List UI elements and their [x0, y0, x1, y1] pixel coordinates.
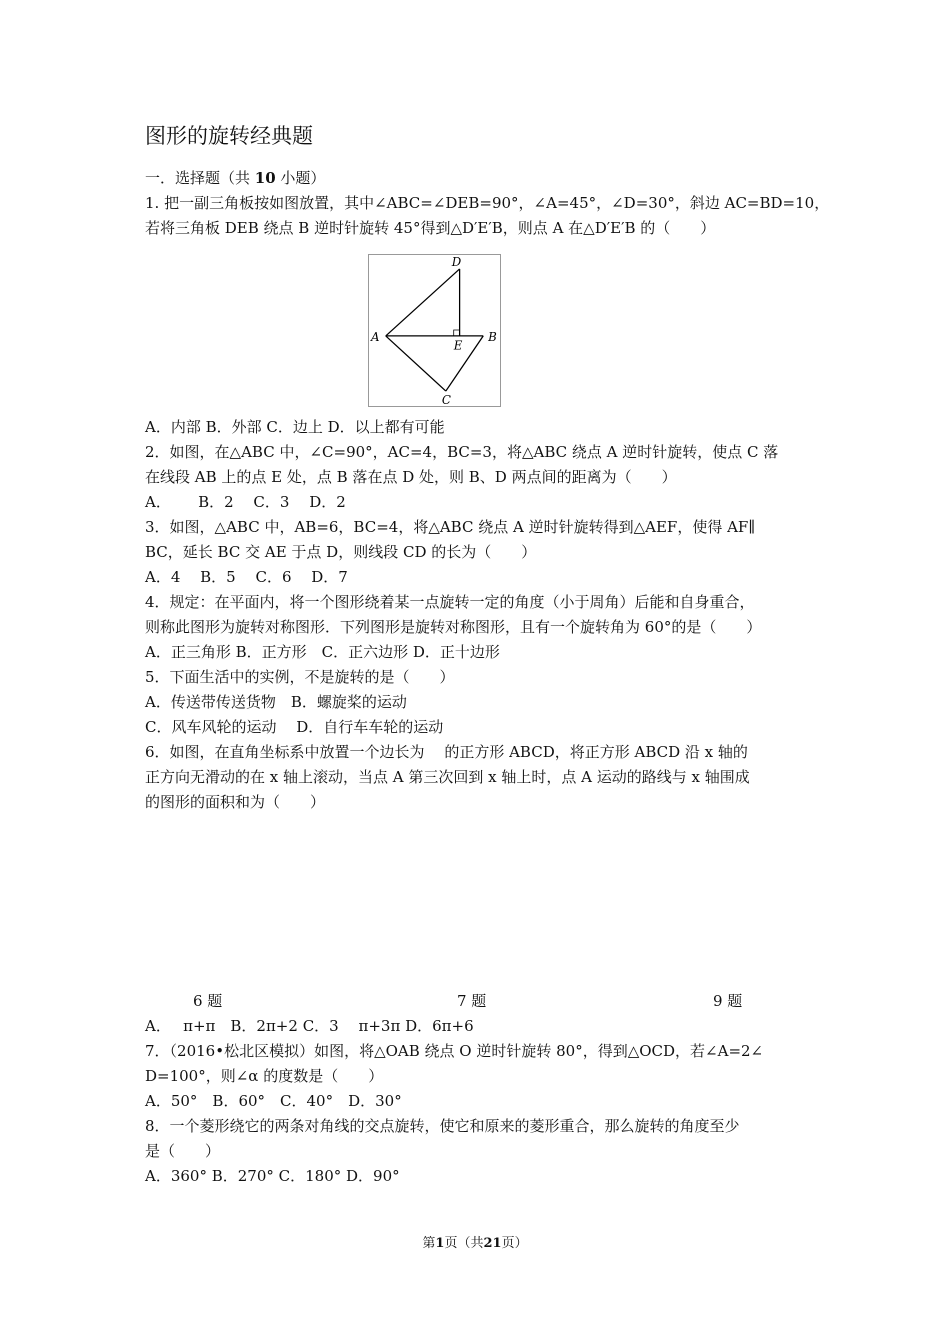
q1-triangle-diagram [369, 255, 500, 406]
q3-text-line2: BC，延长 BC 交 AE 于点 D，则线段 CD 的长为（ ） [145, 543, 537, 561]
q1-options: A．内部 B．外部 C．边上 D．以上都有可能 [145, 418, 445, 436]
q8-text-line1: 8．一个菱形绕它的两条对角线的交点旋转，使它和原来的菱形重合，那么旋转的角度至少 [145, 1117, 740, 1135]
q2-text-line1: 2．如图，在△ABC 中，∠C=90°，AC=4，BC=3，将△ABC 绕点 A 逆时针旋转，使点 C 落 [145, 443, 779, 461]
page-title: 图形的旋转经典题 [145, 124, 313, 148]
caption-q6: 6 题 [193, 992, 223, 1010]
q8-text-line2: 是（ ） [145, 1142, 221, 1160]
label-c: C [441, 392, 451, 406]
q7-text-line1: 7．（2016•松北区模拟）如图，将△OAB 绕点 O 逆时针旋转 80°，得到△OCD，若∠A=2∠ [145, 1042, 764, 1060]
caption-q9: 9 题 [713, 992, 743, 1010]
section-heading: 一．选择题（共 10 小题） [145, 169, 326, 187]
page-footer: 第1页（共21页） [422, 1236, 528, 1251]
q5-options-1: A．传送带传送货物 B．螺旋桨的运动 [145, 693, 407, 711]
q7-text-line2: D=100°，则∠α 的度数是（ ） [145, 1067, 384, 1085]
q4-text-line2: 则称此图形为旋转对称图形．下列图形是旋转对称图形，且有一个旋转角为 60°的是（ ） [145, 618, 762, 636]
q1-text-line2: 若将三角板 DEB 绕点 B 逆时针旋转 45°得到△D′E′B，则点 A 在△D′E′B 的（ ） [145, 219, 716, 237]
q2-options: A． B．2 C．3 D．2 [145, 493, 346, 511]
q8-options: A．360° B．270° C．180° D．90° [145, 1167, 400, 1185]
q2-text-line2: 在线段 AB 上的点 E 处，点 B 落在点 D 处，则 B、D 两点间的距离为（ ） [145, 468, 677, 486]
q6-text-line2: 正方向无滑动的在 x 轴上滚动，当点 A 第三次回到 x 轴上时，点 A 运动的路线与 x 轴围成 [145, 768, 750, 786]
q1-figure [368, 254, 501, 407]
q6-options: A． π+π B．2π+2 C．3 π+3π D．6π+6 [145, 1017, 474, 1035]
label-a: A [370, 329, 380, 344]
q5-options-2: C．风车风轮的运动 D．自行车车轮的运动 [145, 718, 444, 736]
label-b: B [488, 329, 497, 344]
q4-text-line1: 4．规定：在平面内，将一个图形绕着某一点旋转一定的角度（小于周角）后能和自身重合， [145, 593, 755, 611]
q1-text-line1: 1. 把一副三角板按如图放置，其中∠ABC=∠DEB=90°，∠A=45°，∠D=30°，斜边 AC=BD=10， [145, 194, 830, 212]
label-d: D [451, 255, 462, 269]
q4-options: A．正三角形 B．正方形 C．正六边形 D．正十边形 [145, 643, 500, 661]
caption-q7: 7 题 [457, 992, 487, 1010]
q7-options: A．50° B．60° C．40° D．30° [145, 1092, 402, 1110]
q5-text-line1: 5．下面生活中的实例，不是旋转的是（ ） [145, 668, 455, 686]
q3-options: A．4 B．5 C．6 D．7 [145, 568, 348, 586]
q3-text-line1: 3．如图，△ABC 中，AB=6，BC=4，将△ABC 绕点 A 逆时针旋转得到△AEF，使得 AF∥ [145, 518, 756, 536]
label-e: E [453, 338, 463, 353]
q6-text-line1: 6．如图，在直角坐标系中放置一个边长为 的正方形 ABCD，将正方形 ABCD 沿 x 轴的 [145, 743, 748, 761]
q6-text-line3: 的图形的面积和为（ ） [145, 793, 326, 811]
